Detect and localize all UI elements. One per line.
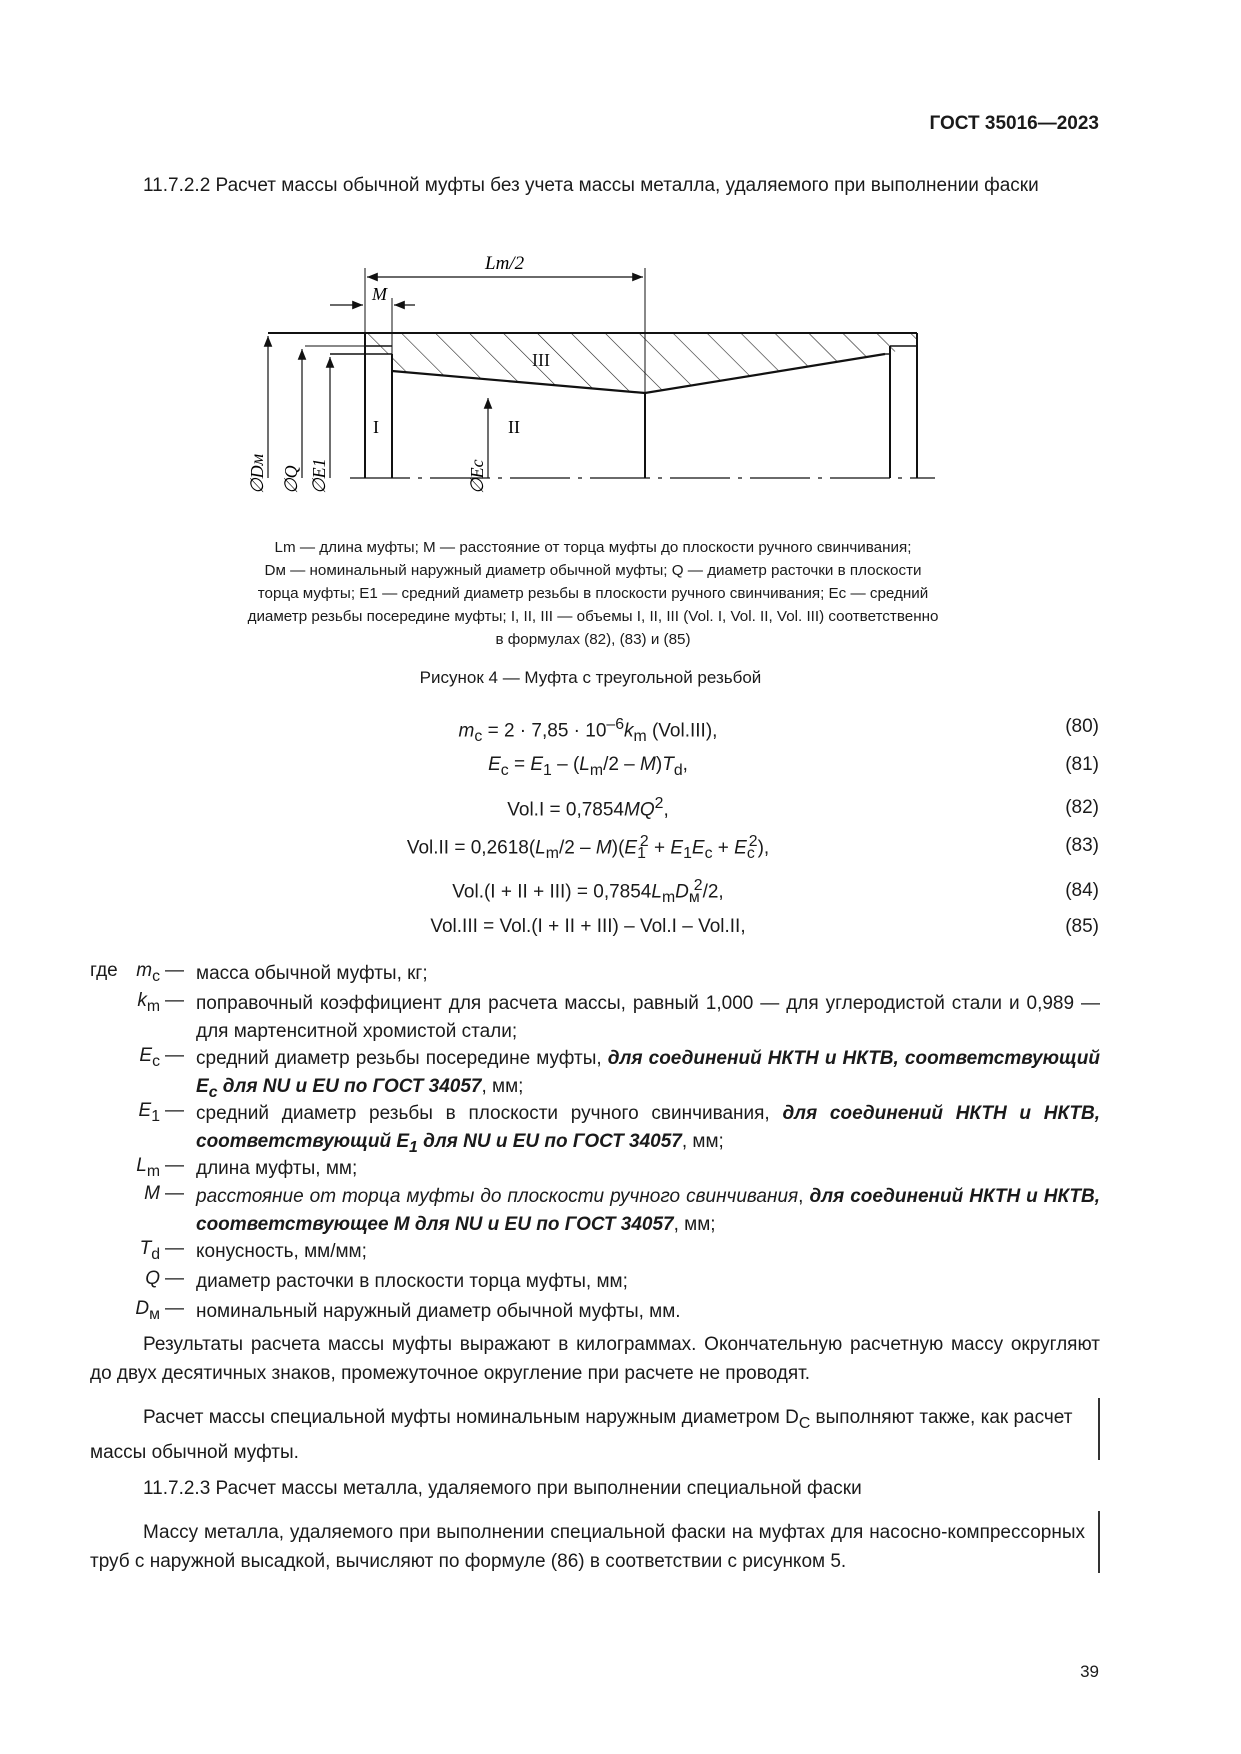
label-ec: ∅Ec: [467, 459, 487, 494]
label-volume-2: II: [508, 417, 520, 437]
legend-dash: —: [165, 1045, 184, 1066]
legend-symbol-mc: $m_c$: [136, 960, 160, 985]
figure-coupling-drawing: [0, 240, 1241, 530]
formula-number-84: (84): [1065, 880, 1099, 901]
formula-84: Vol.(I + II + $III) = 0,7854L_mD_м^2/2$,: [452, 877, 724, 907]
legend-dash: —: [165, 1268, 184, 1289]
legend-dash: —: [165, 990, 184, 1011]
figure-caption: [205, 536, 981, 651]
label-dm: ∅Dм: [247, 453, 267, 494]
formula-80: $m_c = 2 \cdot 7,85 \cdot 10^{-6}k_m$ (Vol.III),: [458, 716, 718, 746]
legend-m: расстояние от торца муфты до плоскости ручного свинчивания, для соединений НКТН и НКТВ, соответствующее M для NU и EU по ГОСТ 34057, мм;: [196, 1186, 1101, 1235]
legend-km: поправочный коэффициент для расчета массы, равный 1,000 — для углеродистой стали и 0,989 — для мартенситной хромистой стали;: [196, 993, 1100, 1042]
label-m: M: [372, 284, 387, 304]
legend-ec: средний диаметр резьбы посередине муфты, для соединений НКТН и НКТВ, соответствующий $E_c$ для NU и EU по ГОСТ 34057, мм;: [196, 1048, 1100, 1101]
legend-dash: —: [165, 1155, 184, 1176]
formula-83: $Vol.II = 0,2618(L_m/2 - M)(E_1^2 + E_1E_c + E_c^2)$,: [406, 833, 770, 863]
caption-line: Lm — длина муфты; M — расстояние от торца муфты до плоскости ручного свинчивания;: [274, 539, 912, 556]
label-q: ∅Q: [281, 465, 301, 494]
legend-dash: —: [165, 960, 184, 981]
page-number: 39: [1080, 1662, 1099, 1681]
paragraph-special-coupling: Расчет массы специальной муфты номинальным наружным диаметром $D_C$ выполняют также, как расчет массы обычной муфты.: [90, 1407, 1073, 1463]
legend-td: конусность, мм/мм;: [196, 1241, 367, 1262]
legend-where: где: [90, 960, 118, 981]
caption-line: в формулах (82), (83) и (85): [495, 631, 691, 648]
legend-e1: средний диаметр резьбы в плоскости ручного свинчивания, для соединений НКТН и НКТВ, соответствующий $E_1$ для NU и EU по ГОСТ 34057, мм;: [196, 1103, 1100, 1156]
formula-number-82: (82): [1065, 797, 1099, 818]
label-volume-1: I: [373, 417, 379, 437]
label-e1: ∅E1: [309, 458, 329, 494]
caption-line: Dм — номинальный наружный диаметр обычной муфты; Q — диаметр расточки в плоскости: [264, 562, 922, 579]
figure-title: Рисунок 4 — Муфта с треугольной резьбой: [419, 668, 762, 687]
legend-dm: номинальный наружный диаметр обычной муфты, мм.: [196, 1301, 681, 1322]
formula-number-85: (85): [1065, 916, 1099, 937]
section-11-7-2-3: 11.7.2.3 Расчет массы металла, удаляемого при выполнении специальной фаски: [143, 1478, 862, 1499]
legend-dash: —: [165, 1298, 184, 1319]
formula-number-80: (80): [1065, 716, 1099, 737]
legend-symbol-td: $T_d$: [139, 1238, 160, 1263]
legend-symbol-q: Q: [145, 1268, 160, 1289]
formula-82: $Vol.I = 0,7854MQ^2$,: [507, 795, 669, 821]
paragraph-formula-86: Массу металла, удаляемого при выполнении специальной фаски на муфтах для насосно-компрессорных труб с наружной высадкой, вычисляют по формуле (86) в соответствии с рисунком 5.: [90, 1522, 1085, 1572]
document-header: ГОСТ 35016—2023: [929, 113, 1099, 134]
change-bar: [1098, 1511, 1100, 1573]
legend-mc: масса обычной муфты, кг;: [196, 963, 428, 984]
change-bar: [1098, 1398, 1100, 1460]
caption-line: торца муфты; E1 — средний диаметр резьбы в плоскости ручного свинчивания; Ec — средний: [257, 585, 929, 602]
legend-dash: —: [165, 1238, 184, 1259]
legend-symbol-m: M: [144, 1183, 160, 1204]
legend-symbol-e1: $E_1$: [138, 1100, 160, 1125]
caption-line: диаметр резьбы посередине муфты; I, II, III — объемы I, II, III (Vol. I, Vol. II, Vol. III) соответственно: [247, 608, 939, 625]
label-volume-3: III: [532, 350, 550, 370]
legend-symbol-dm: $D_м$: [135, 1298, 160, 1323]
formula-81: $E_c = E_1 - (L_m/2 - M)T_d$,: [488, 754, 688, 779]
legend-symbol-ec: $E_c$: [139, 1045, 160, 1070]
label-lm2: Lm/2: [485, 253, 525, 274]
legend-dash: —: [165, 1183, 184, 1204]
formula-85: Vol.III = Vol.(I + II + III) – Vol.I – Vol.II,: [430, 916, 746, 937]
formula-number-83: (83): [1065, 835, 1099, 856]
legend-q: диаметр расточки в плоскости торца муфты, мм;: [196, 1271, 628, 1292]
formula-number-81: (81): [1065, 754, 1099, 775]
legend-symbol-km: $k_m$: [137, 990, 160, 1015]
paragraph-results: Результаты расчета массы муфты выражают в килограммах. Окончательную расчетную массу округляют до двух десятичных знаков, промежуточное округление при расчете не проводят.: [90, 1334, 1100, 1384]
legend-symbol-lm: $L_m$: [136, 1155, 160, 1180]
legend-lm: длина муфты, мм;: [196, 1158, 358, 1179]
section-11-7-2-2: 11.7.2.2 Расчет массы обычной муфты без учета массы металла, удаляемого при выполнении фаски: [143, 175, 1039, 196]
legend-dash: —: [165, 1100, 184, 1121]
